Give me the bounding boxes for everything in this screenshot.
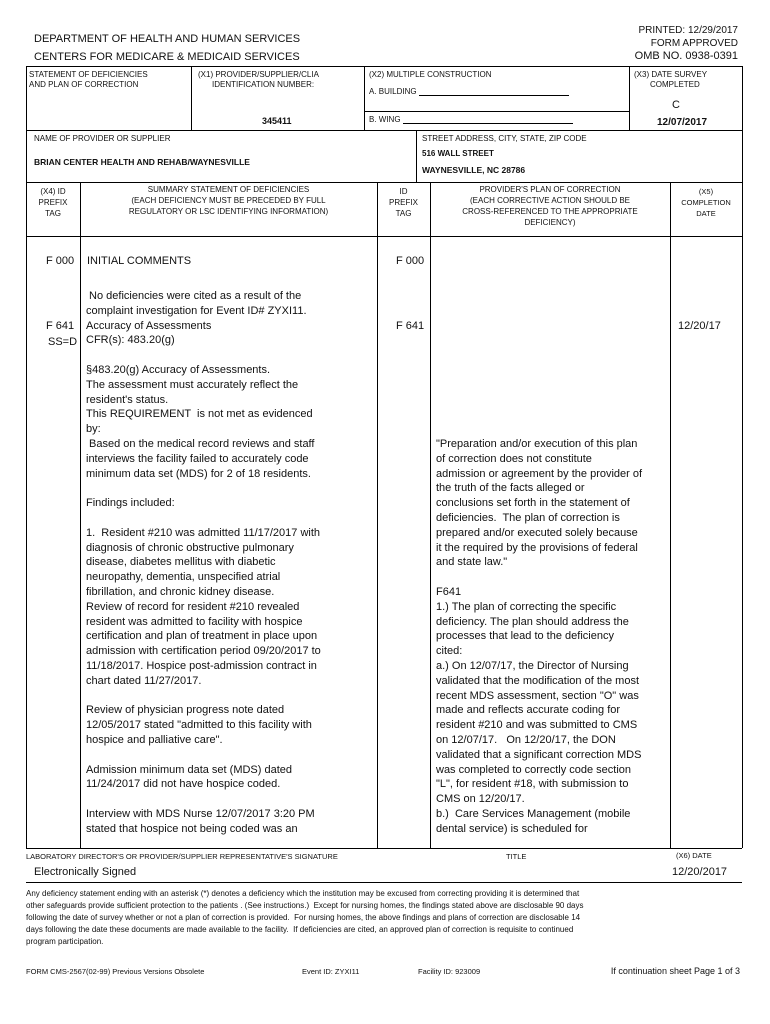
initial-comments-heading: INITIAL COMMENTS [87, 255, 192, 267]
plan-line: (EACH CORRECTIVE ACTION SHOULD BE [469, 196, 631, 205]
provider-id-label-1: (X1) PROVIDER/SUPPLIER/CLIA [198, 70, 319, 79]
rule [364, 111, 629, 112]
wing-label: B. WING [369, 115, 401, 124]
survey-letter: C [672, 99, 680, 111]
rule [26, 236, 742, 237]
continuation-page: If continuation sheet Page 1 of 3 [610, 966, 740, 976]
x5-header [670, 186, 742, 219]
summary-statement-text: No deficiencies were cited as a result of the complaint investigation for Event ID# ZYXI11. Accuracy of Assessments CFR(s): 483.20(g) §483.20(g) Accuracy of Assessments. The assessment must accurately reflect the resident's status. This REQUIREMENT is not met as evidenced by: Based on the medical record reviews and staff interviews the facility failed to accurately code minimum data set (MDS) for 2 of 18 residents. Findings included: 1. Resident #210 was admitted 11/17/2017 with diagnosis of chronic obstructive pulmonary disease, diabetes mellitus with diabetic neuropathy, dementia, unspecified atrial fibrillation, and chronic kidney disease. Review of record for resident #210 revealed resident was admitted to facility with hospice certification and plan of treatment in place upon admission with certification period 09/20/2017 to 11/18/2017. Hospice post-admission contract in chart dated 11/27/2017. Review of physician progress note dated 12/05/2017 stated "admitted to this facility with hospice and palliative care". Admission minimum data set (MDS) dated 11/24/2017 did not have hospice coded. Interview with MDS Nurse 12/07/2017 3:20 PM stated that hospice not being coded was an [86, 290, 321, 835]
rule [742, 66, 743, 848]
rule [26, 882, 742, 883]
id-line: ID [399, 187, 408, 196]
rule [26, 182, 742, 183]
address-city: WAYNESVILLE, NC 28786 [422, 165, 526, 175]
survey-date-label-1: (X3) DATE SURVEY [634, 70, 708, 79]
building-blank [419, 86, 569, 96]
plan-line: CROSS-REFERENCED TO THE APPROPRIATE [462, 207, 638, 216]
rule [191, 66, 192, 130]
x4-line: PREFIX [38, 198, 68, 207]
rule [364, 66, 365, 130]
tag-f641-left: F 641 [46, 320, 75, 332]
form-number: FORM CMS-2567(02-99) Previous Versions Obsolete [26, 967, 205, 976]
tag-f000-right: F 000 [396, 255, 425, 267]
rule [629, 66, 630, 130]
rule [26, 848, 742, 849]
plan-line: DEFICIENCY) [524, 218, 576, 227]
provider-name-label: NAME OF PROVIDER OR SUPPLIER [34, 134, 171, 143]
form-approved: FORM APPROVED [650, 38, 738, 49]
plan-of-correction-text: "Preparation and/or execution of this plan of correction does not constitute admission or agreement by the provider of the truth of the facts alleged or conclusions set forth in the statement of deficiencies. The plan of correction is prepared and/or executed solely because it the required by the provisions of federal and state law." F641 1.) The plan of correcting the specific deficiency. The plan should address the processes that lead to the deficiency cited: a.) On 12/07/17, the Director of Nursing validated that the modification of the most recent MDS assessment, section "O" was made and reflects accurate coding for resident #210 and was submitted to CMS on 12/07/17. On 12/20/17, the DON validated that a significant correction MDS was completed to correctly code section "L", for resident #18, with submission to CMS on 12/20/17. b.) Care Services Management (mobile dental service) is scheduled for [436, 438, 643, 835]
rule [26, 66, 742, 67]
statement-label-1: STATEMENT OF DEFICIENCIES [29, 70, 148, 79]
provider-id-label-2: IDENTIFICATION NUMBER: [212, 80, 315, 89]
signature-date-value: 12/20/2017 [672, 866, 728, 878]
rule [80, 182, 81, 848]
survey-date-label-2: COMPLETED [650, 80, 700, 89]
omb-number: OMB NO. 0938-0391 [634, 50, 738, 62]
department-title: DEPARTMENT OF HEALTH AND HUMAN SERVICES [34, 33, 301, 45]
provider-id-value: 345411 [262, 116, 292, 126]
provider-name: BRIAN CENTER HEALTH AND REHAB/WAYNESVILLE [34, 157, 250, 167]
rule [430, 182, 431, 848]
agency-title: CENTERS FOR MEDICARE & MEDICAID SERVICES [34, 51, 300, 63]
id-line: PREFIX [389, 198, 418, 207]
tag-f641-right: F 641 [396, 320, 425, 332]
tag-f000-left: F 000 [46, 255, 75, 267]
address-street: 516 WALL STREET [422, 149, 494, 158]
plan-header [430, 184, 670, 228]
id-line: TAG [395, 209, 412, 218]
rule [377, 182, 378, 848]
title-label: TITLE [506, 852, 527, 861]
statement-label-2: AND PLAN OF CORRECTION [29, 80, 139, 89]
multiple-construction-label: (X2) MULTIPLE CONSTRUCTION [369, 70, 492, 79]
building-field [369, 86, 569, 96]
event-id: Event ID: ZYXI11 [302, 967, 360, 976]
facility-id: Facility ID: 923009 [418, 967, 481, 976]
wing-blank [403, 114, 573, 124]
signature-date-label: (X6) DATE [676, 851, 712, 860]
rule [416, 130, 417, 182]
tag-severity: SS=D [48, 336, 78, 348]
survey-date: 12/07/2017 [657, 117, 708, 128]
rule [26, 130, 742, 131]
summary-line: SUMMARY STATEMENT OF DEFICIENCIES [147, 185, 310, 194]
summary-line: REGULATORY OR LSC IDENTIFYING INFORMATION) [128, 207, 329, 216]
signature-value: Electronically Signed [34, 866, 137, 878]
address-label: STREET ADDRESS, CITY, STATE, ZIP CODE [422, 134, 587, 143]
x5-line: (X5) [698, 187, 714, 196]
signature-label: LABORATORY DIRECTOR'S OR PROVIDER/SUPPLIER REPRESENTATIVE'S SIGNATURE [26, 852, 338, 861]
x4-header [26, 186, 80, 219]
id-header [377, 186, 430, 219]
printed-date: PRINTED: 12/29/2017 [638, 25, 738, 36]
x5-line: DATE [696, 209, 716, 218]
rule [670, 182, 671, 848]
disclaimer: Any deficiency statement ending with an asterisk (*) denotes a deficiency which the institution may be excused from correcting providing it is determined that other safeguards provide sufficient protection to the patients . (See instructions.) Except for nursing homes, the findings stated above are disclosable 90 days following the date of survey whether or not a plan of correction is provided. For nursing homes, the above findings and plans of correction are disclosable 14 days following the date these documents are made available to the facility. If deficiencies are cited, an approved plan of correction is requisite to continued program participation. [26, 889, 584, 946]
wing-field [369, 114, 573, 124]
rule [26, 66, 27, 848]
summary-line: (EACH DEFICIENCY MUST BE PRECEDED BY FULL [131, 196, 326, 205]
completion-date: 12/20/17 [678, 320, 721, 332]
plan-line: PROVIDER'S PLAN OF CORRECTION [479, 185, 621, 194]
x4-line: (X4) ID [40, 187, 66, 196]
building-label: A. BUILDING [369, 87, 417, 96]
x4-line: TAG [45, 209, 61, 218]
summary-header [80, 184, 377, 217]
x5-line: COMPLETION [681, 198, 731, 207]
